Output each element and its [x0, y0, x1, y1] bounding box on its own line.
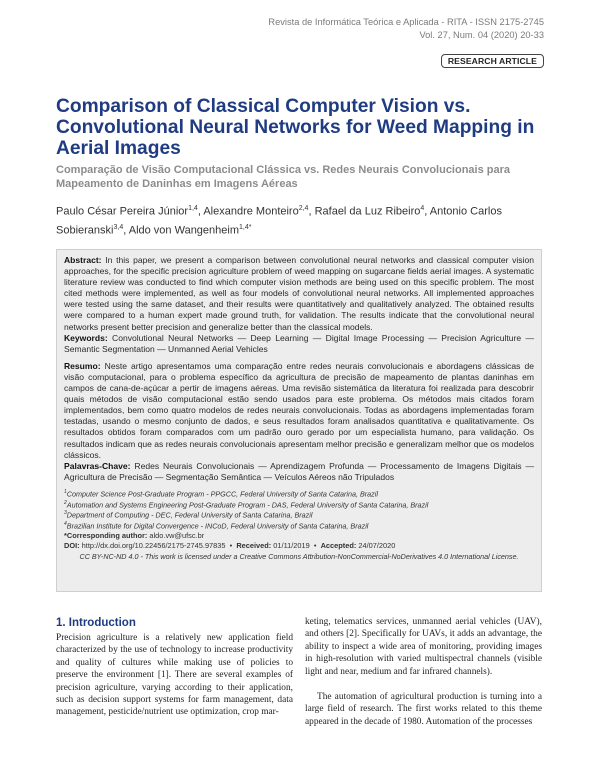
doi-line: DOI: http://dx.doi.org/10.22456/2175-2745.97835 • Received: 01/11/2019 • Accepted: 24/07/2020 [64, 540, 396, 550]
affiliation-number: 3 [64, 510, 67, 517]
author-affiliation-marker: 3,4 [113, 223, 124, 231]
author-list [56, 201, 556, 238]
author-affiliation-marker: 1,4 [188, 205, 198, 212]
doi-label: DOI: [64, 540, 80, 550]
affiliation [64, 488, 534, 499]
affiliation-number: 1 [64, 488, 67, 495]
keywords-text: Convolutional Neural Networks — Deep Learning — Digital Image Processing — Precision Agriculture — Semantic Segmentation — Unmanned Aerial Vehicles [64, 332, 534, 354]
paper-title: Comparison of Classical Computer Vision vs. Convolutional Neural Networks for Weed Mapping in Aerial Images [56, 96, 535, 159]
keywords [64, 333, 534, 355]
intro-paragraph: The automation of agricultural production is turning into a large field of research. The first works related to this theme appeared in the decade of 1980. Automation of the processes [305, 692, 542, 727]
author-name: Antonio Carlos Sobieranski [56, 205, 502, 237]
affiliation-number: 2 [64, 499, 67, 506]
author-name: Paulo César Pereira Júnior [56, 205, 189, 218]
doi-link[interactable]: http://dx.doi.org/10.22456/2175-2745.97835 [81, 540, 226, 550]
received-label: Received: [236, 540, 272, 550]
abstract [64, 255, 534, 333]
author-separator: , [197, 205, 204, 218]
corresponding-email[interactable]: aldo.vw@ufsc.br [149, 531, 205, 541]
affiliation-text: Computer Science Post-Graduate Program - PPGCC, Federal University of Santa Catarina, Brazil [66, 489, 378, 499]
author-affiliation-marker: 2,4 [298, 205, 309, 212]
corresponding-author [64, 531, 534, 541]
resumo-text: Neste artigo apresentamos uma comparação entre redes neurais convolucionais e abordagens clássicas de visão computacional, para o problema específico da agricultura de precisão de mapeamento de plantas daninhas em campos de cana-de-açúcar a pertir de imagens aéreas. Uma revisão sistemática da literatura foi realizada para descobrir quais métodos de visão computacional estão sendo usados para este problema. Os métodos mais citados foram implementados, bem como quatro modelos de redes neurais convolucionais. Todas as abordagens implementadas foram testadas, usando o mesmo conjunto de dados, e seus resultados foram analisados quantitativa e qualitativamente. Os resultados obtidos foram comparados com um padrão ouro gerado por um especialista humano, para validação. Os resultados indicam que as redes neurais convolucionais apresentam melhor precisão e generalizam melhor que os modelos clássicos. [64, 360, 535, 460]
keywords-label: Keywords: [64, 332, 108, 343]
intro-right-column [305, 616, 542, 728]
affiliation-text: Department of Computing - DEC, Federal University of Santa Catarina, Brazil [66, 510, 313, 520]
accepted-date: 24/07/2020 [358, 540, 396, 550]
author-separator: , [308, 205, 315, 218]
affiliation [64, 520, 534, 531]
abstract-box [56, 249, 542, 592]
abstract-label: Abstract: [64, 255, 102, 265]
author-separator: , [424, 205, 430, 218]
abstract-text: In this paper, we present a comparison between convolutional neural networks and classical computer vision approaches, for the specific precision agriculture problem of weed mapping on sugarcane fields aerial images. A systematic literature review was conducted to find which computer vision methods are being used on this specific problem. The most cited methods were implemented, as well as four models of convolutional neural networks. All implemented approaches were tested using the same dataset, and their results were quantitatively and qualitatively analyzed. The obtained results were compared to a human expert made ground truth, for validation. The results indicate that the convolutional neural networks present better precision and generalize better than the classical models. [64, 255, 534, 332]
accepted-label: Accepted: [320, 540, 357, 550]
license-notice: CC BY-NC-ND 4.0 - This work is licensed under a Creative Commons Attribution-NonCommercial-NoDerivatives 4.0 International License. [79, 551, 519, 561]
received-date: 01/11/2019 [273, 540, 310, 550]
author-affiliation-marker: 4 [420, 205, 425, 212]
intro-left-column [56, 632, 293, 719]
journal-header [268, 16, 544, 41]
affiliation [64, 499, 534, 510]
palavras-chave [64, 461, 534, 483]
article-type-badge: RESEARCH ARTICLE [441, 54, 544, 68]
resumo-label: Resumo: [64, 360, 101, 371]
paper-subtitle: Comparação de Visão Computacional Clássica vs. Redes Neurais Convolucionais para Mapeamento de Daninhas em Imagens Aéreas [56, 164, 511, 190]
intro-paragraph: keting, telematics services, unmanned aerial vehicles (UAV), and others [2]. Specifically for UAVs, it adds an advantage, the ability to inspect a wide area of monitoring, providing images in high-resolution with varied multispectral channels (visible light and near, medium and far infrared channels). [305, 617, 542, 677]
corresponding-label: *Corresponding author: [64, 531, 148, 541]
author-affiliation-marker: 1,4* [239, 223, 252, 231]
author-name: Alexandre Monteiro [203, 205, 299, 218]
author-name: Aldo von Wangenheim [128, 224, 240, 237]
intro-paragraph: Precision agriculture is a relatively new application field characterized by the use of technology to increase productivity and quality of cultures while making use of policies to preserve the environment [1]. There are several examples of precision agriculture, varying according to their application, such as decision support systems for farm management, data management, pesticide/nutrient use optimization, crop mar- [56, 633, 293, 718]
journal-volume: Vol. 27, Num. 04 (2020) 20-33 [419, 29, 544, 40]
affiliation-text: Brazilian Institute for Digital Convergence - INCoD, Federal University of Santa Catarina, Brazil [66, 521, 369, 531]
affiliation-number: 4 [64, 521, 67, 528]
resumo [64, 361, 534, 461]
palavras-chave-label: Palavras-Chave: [64, 460, 131, 471]
affiliation-text: Automation and Systems Engineering Post-Graduate Program - DAS, Federal University of Santa Catarina, Brazil [66, 500, 429, 510]
author-name: Rafael da Luz Ribeiro [314, 205, 421, 218]
journal-name: Revista de Informática Teórica e Aplicada - RITA - ISSN 2175-2745 [268, 17, 544, 27]
section-heading-introduction: 1. Introduction [56, 617, 136, 629]
affiliation [64, 509, 534, 520]
palavras-chave-text: Redes Neurais Convolucionais — Aprendizagem Profunda — Processamento de Imagens Digitais — Agricultura de Precisão — Segmentação Semântica — Veículos Aéreos não Tripulados [64, 460, 535, 482]
author-separator: , [123, 224, 129, 237]
